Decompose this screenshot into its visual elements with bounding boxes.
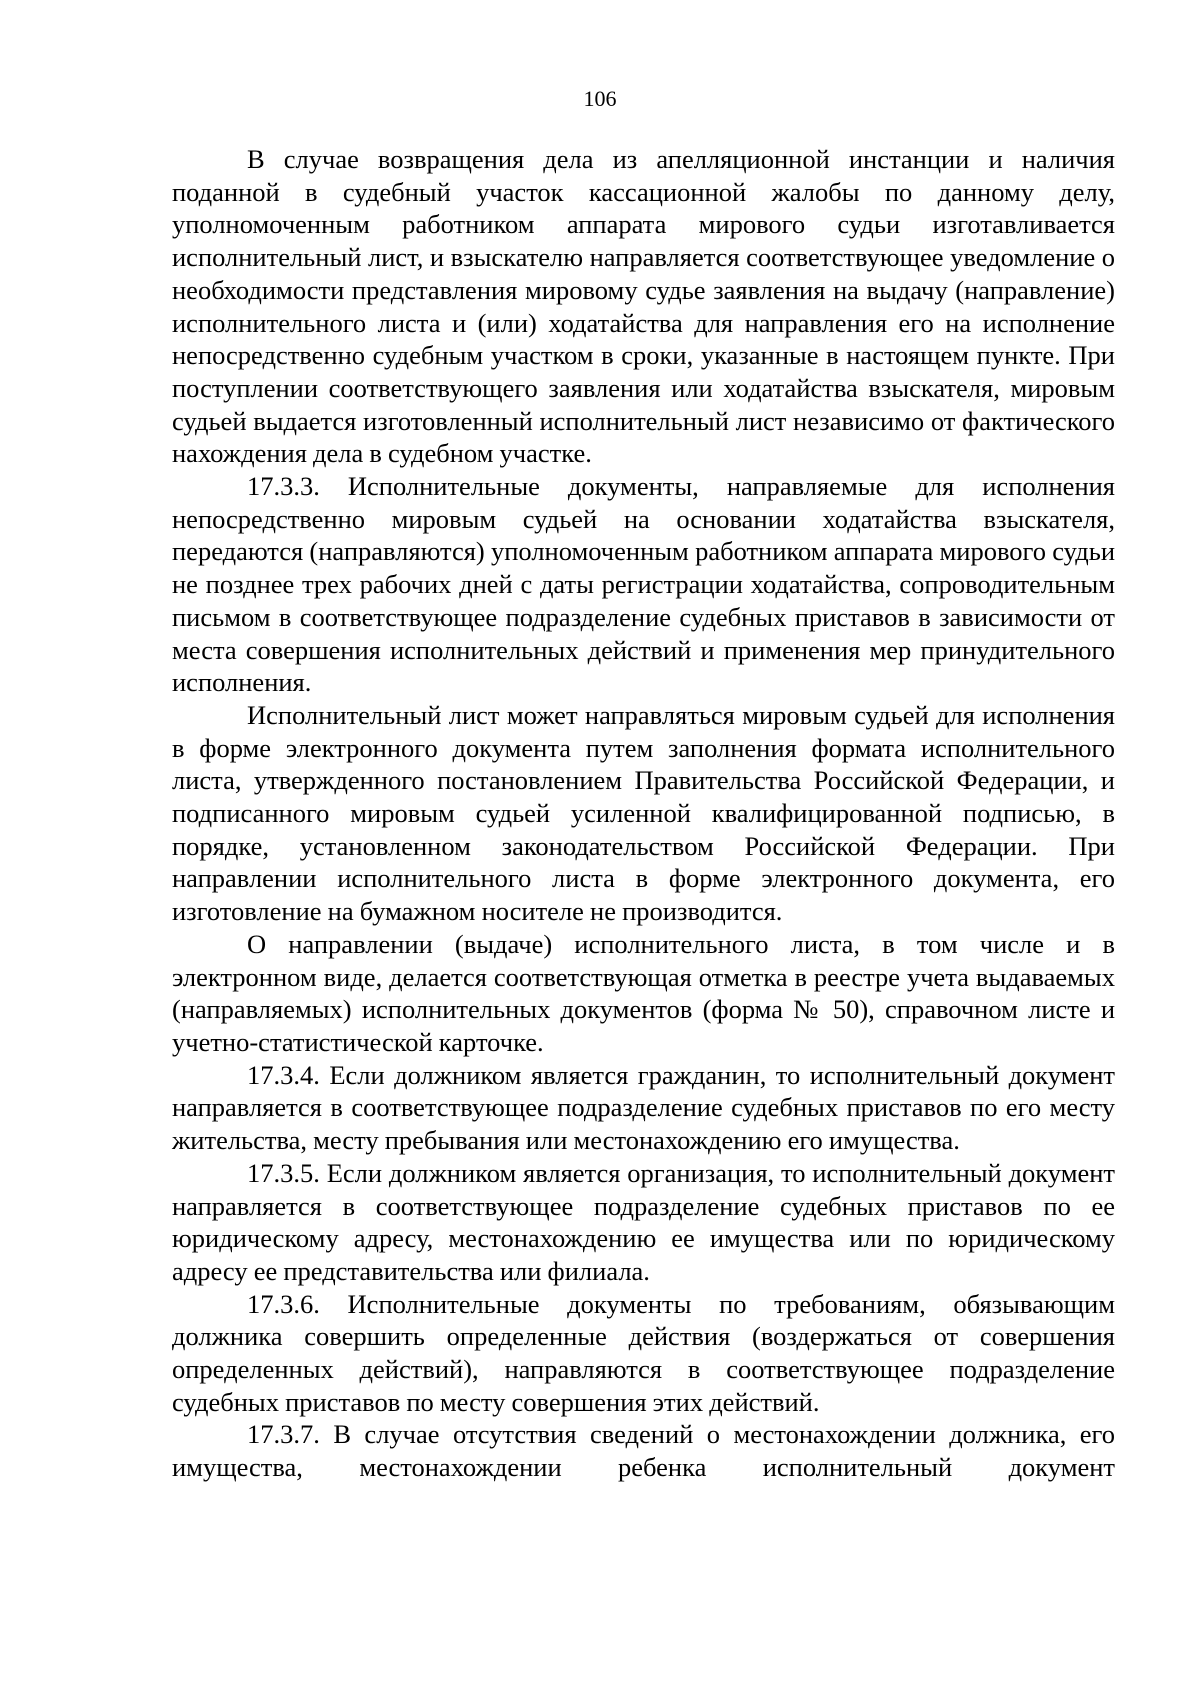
paragraph-return-from-appeal: В случае возвращения дела из апелляционной инстанции и наличия поданной в судебный участок кассационной жалобы по данному делу, уполномоченным работником аппарата мирового судьи изготавливается исполнительный лист, и взыскателю направляется соответствующее уведомление о необходимости представления мировому судье заявления на выдачу (направление) исполнительного листа и (или) ходатайства для направления его на исполнение непосредственно судебным участком в сроки, указанные в настоящем пункте. При поступлении соответствующего заявления или ходатайства взыскателя, мировым судьей выдается изготовленный исполнительный лист независимо от фактического нахождения дела в судебном участке.: [172, 144, 1115, 469]
paragraph-registry-mark: О направлении (выдаче) исполнительного листа, в том числе и в электронном виде, делается соответствующая отметка в реестре учета выдаваемых (направляемых) исполнительных документов (форма № 50), справочном листе и учетно-статистической карточке.: [172, 928, 1115, 1057]
paragraph-17-3-6: 17.3.6. Исполнительные документы по требованиям, обязывающим должника совершить определенные действия (воздержаться от совершения определенных действий), направляются в соответствующее подразделение судебных приставов по месту совершения этих действий.: [172, 1288, 1115, 1417]
paragraph-17-3-7: 17.3.7. В случае отсутствия сведений о местонахождении должника, его имущества, местонахождении ребенка исполнительный документ: [172, 1419, 1115, 1483]
paragraph-17-3-5: 17.3.5. Если должником является организация, то исполнительный документ направляется в соответствующее подразделение судебных приставов по ее юридическому адресу, местонахождению ее имущества или по юридическому адресу ее представительства или филиала.: [172, 1157, 1115, 1286]
paragraph-17-3-4: 17.3.4. Если должником является гражданин, то исполнительный документ направляется в соответствующее подразделение судебных приставов по его месту жительства, месту пребывания или местонахождению его имущества.: [172, 1059, 1115, 1156]
document-body: [172, 143, 1115, 1484]
page-number: 106: [583, 86, 617, 111]
paragraph-17-3-3: 17.3.3. Исполнительные документы, направляемые для исполнения непосредственно мировым судьей на основании ходатайства взыскателя, передаются (направляются) уполномоченным работником аппарата мирового судьи не позднее трех рабочих дней с даты регистрации ходатайства, сопроводительным письмом в соответствующее подразделение судебных приставов в зависимости от места совершения исполнительных действий и применения мер принудительного исполнения.: [172, 471, 1115, 698]
paragraph-electronic-writ: Исполнительный лист может направляться мировым судьей для исполнения в форме электронного документа путем заполнения формата исполнительного листа, утвержденного постановлением Правительства Российской Федерации, и подписанного мировым судьей усиленной квалифицированной подписью, в порядке, установленном законодательством Российской Федерации. При направлении исполнительного листа в форме электронного документа, его изготовление на бумажном носителе не производится.: [172, 699, 1115, 927]
